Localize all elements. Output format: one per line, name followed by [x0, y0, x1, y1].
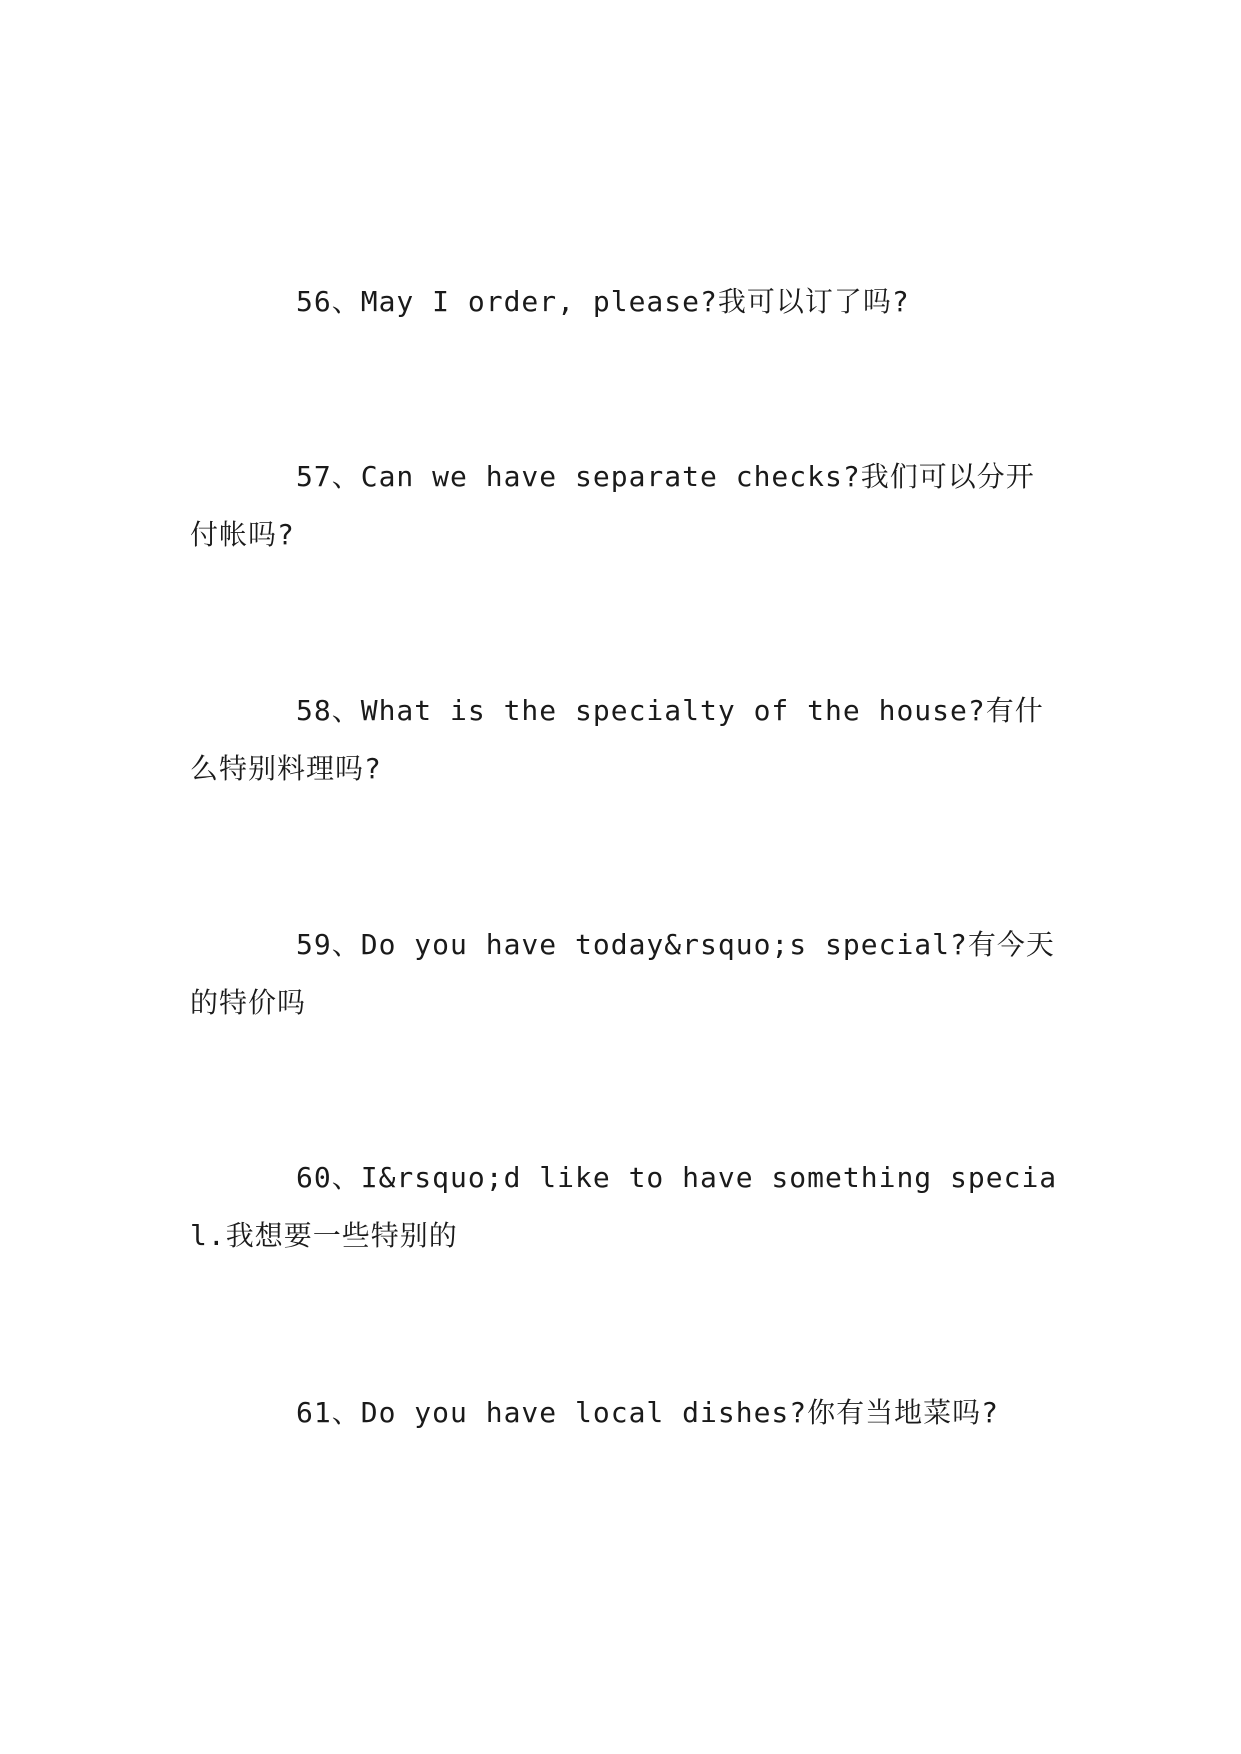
phrase-item: 61、Do you have local dishes?你有当地菜吗? — [296, 1396, 1000, 1429]
phrase-item: 56、May I order, please?我可以订了吗? — [296, 285, 910, 318]
phrase-item: 60、I&rsquo;d like to have something special.我想要一些特别的 — [190, 1161, 1058, 1252]
phrase-item: 59、Do you have today&rsquo;s special?有今天的特价吗 — [190, 928, 1055, 1019]
phrase-item: 58、What is the specialty of the house?有什么特别料理吗? — [190, 694, 1044, 785]
phrase-item: 57、Can we have separate checks?我们可以分开付帐吗? — [190, 460, 1035, 551]
